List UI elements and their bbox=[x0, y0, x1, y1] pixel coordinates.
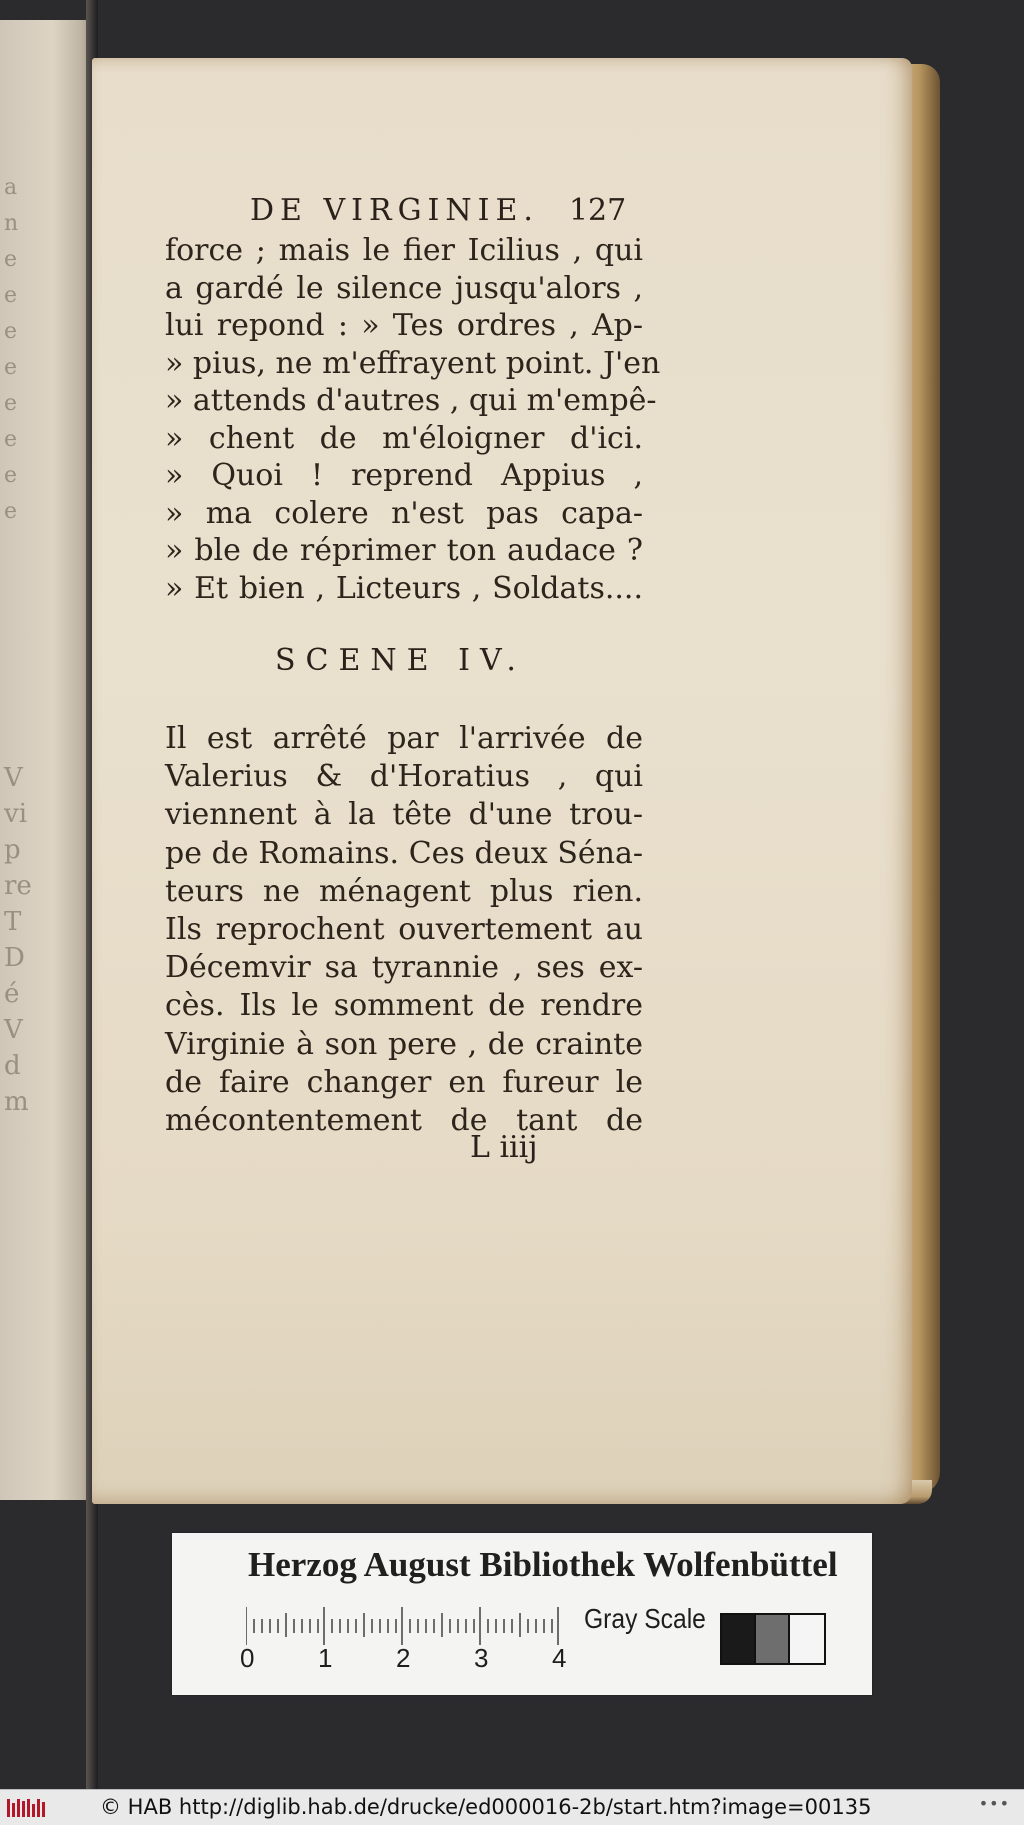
text-line: lui repond : » Tes ordres , Ap- bbox=[165, 308, 643, 343]
text-line: » pius, ne m'effrayent point. J'en bbox=[165, 345, 661, 381]
scene-heading: SCENE IV. bbox=[275, 643, 526, 678]
running-head-title: DE VIRGINIE. bbox=[250, 193, 539, 228]
text-line: de faire changer en fureur le bbox=[165, 1064, 643, 1100]
institution-name: Herzog August Bibliothek Wolfenbüttel bbox=[248, 1545, 838, 1584]
ruler-label: 4 bbox=[552, 1643, 567, 1673]
text-line: » Quoi ! reprend Appius , bbox=[165, 458, 643, 493]
ruler-label: 2 bbox=[396, 1643, 411, 1673]
text-line: Virginie à son pere , de crainte bbox=[165, 1026, 643, 1062]
ruler-label: 0 bbox=[240, 1643, 255, 1673]
text-line: Ils reprochent ouvertement au bbox=[165, 912, 643, 947]
text-line: cès. Ils le somment de rendre bbox=[165, 988, 643, 1024]
text-line: a gardé le silence jusqu'alors , bbox=[165, 270, 643, 306]
running-head bbox=[250, 193, 626, 228]
gray-swatch bbox=[720, 1613, 758, 1665]
text-line: force ; mais le fier Icilius , qui bbox=[165, 233, 643, 268]
text-line: viennent à la tête d'une trou- bbox=[165, 797, 643, 833]
hab-logo-icon bbox=[6, 1797, 46, 1819]
browser-status-bar bbox=[0, 1789, 1024, 1825]
ruler-label: 3 bbox=[474, 1643, 489, 1673]
ruler-scale bbox=[246, 1605, 566, 1645]
text-line: Valerius & d'Horatius , qui bbox=[165, 759, 643, 795]
more-icon[interactable]: ••• bbox=[978, 1794, 1010, 1813]
signature-mark: L iiij bbox=[470, 1130, 538, 1165]
text-line: teurs ne ménagent plus rien. bbox=[165, 873, 643, 909]
left-page-ghost-text-lower: V vi p re T D é V d m bbox=[4, 763, 32, 1117]
gray-scale-label: Gray Scale bbox=[584, 1603, 706, 1634]
text-line: Décemvir sa tyrannie , ses ex- bbox=[165, 950, 643, 986]
status-url-text[interactable]: © HAB http://diglib.hab.de/drucke/ed000016-2b/start.htm?image=00135 bbox=[100, 1795, 872, 1819]
text-line: » ma colere n'est pas capa- bbox=[165, 495, 643, 531]
text-line: » attends d'autres , qui m'empê- bbox=[165, 383, 657, 418]
text-line: mécontentement de tant de bbox=[165, 1103, 643, 1138]
text-line: » ble de réprimer ton audace ? bbox=[165, 533, 643, 568]
gray-swatch bbox=[754, 1613, 792, 1665]
page-number: 127 bbox=[568, 193, 627, 228]
left-page-fragment bbox=[0, 20, 96, 1500]
ruler-label: 1 bbox=[318, 1643, 333, 1673]
gray-swatch bbox=[788, 1613, 826, 1665]
text-line: Il est arrêté par l'arrivée de bbox=[165, 721, 643, 756]
text-line: » Et bien , Licteurs , Soldats.... bbox=[165, 570, 643, 606]
left-page-ghost-text: a n e e e e e e e e bbox=[4, 175, 19, 524]
text-line: » chent de m'éloigner d'ici. bbox=[165, 420, 643, 456]
color-reference-card bbox=[172, 1533, 872, 1695]
text-line: pe de Romains. Ces deux Séna- bbox=[165, 835, 643, 871]
